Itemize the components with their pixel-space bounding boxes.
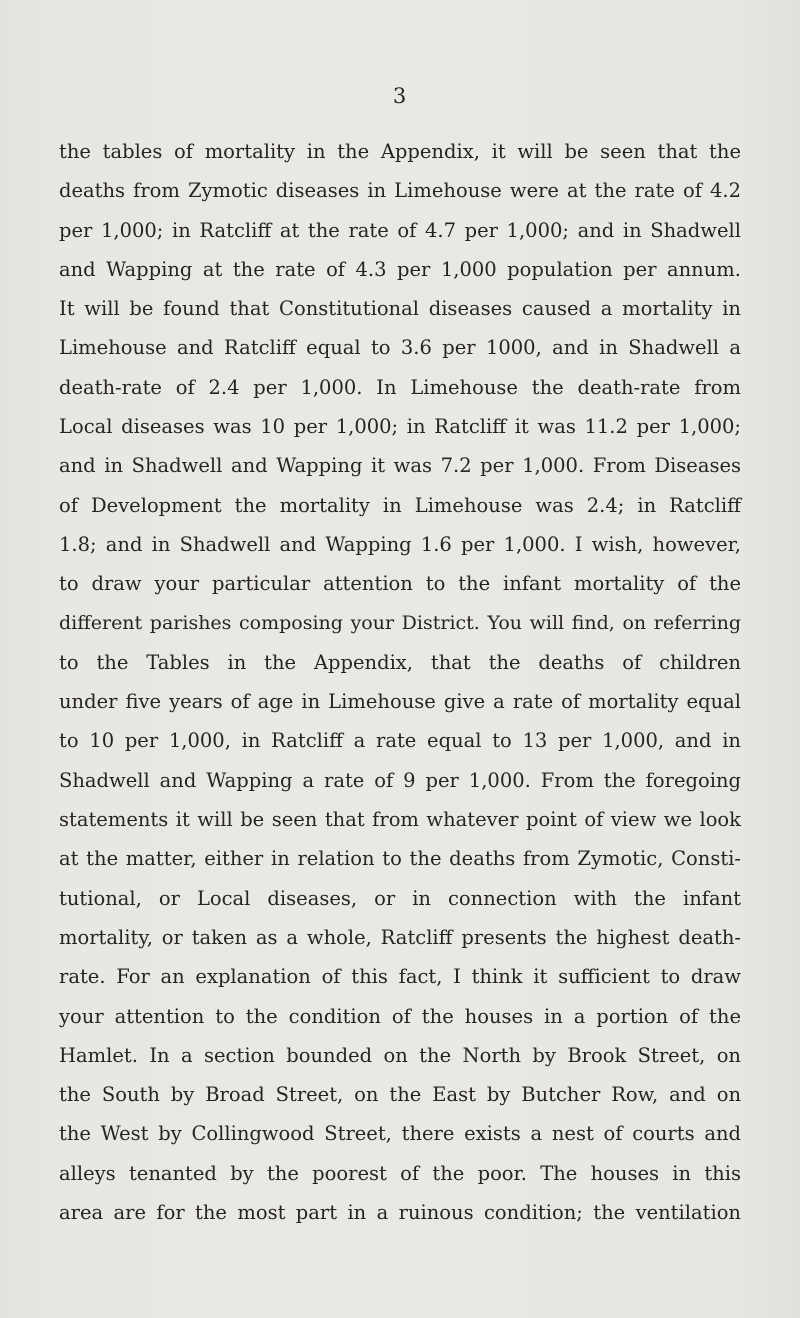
text-line: to draw your particular attention to the infant mortality of the <box>59 572 741 596</box>
text-line: the South by Broad Street, on the East by Butcher Row, and on <box>59 1083 741 1107</box>
text-line: the tables of mortality in the Appendix, it will be seen that the <box>59 140 741 163</box>
text-line: to 10 per 1,000, in Ratcliff a rate equal to 13 per 1,000, and in <box>59 729 741 753</box>
text-line: area are for the most part in a ruinous condition; the ventilation <box>59 1201 741 1225</box>
page-number: 3 <box>392 84 408 108</box>
text-line: your attention to the condition of the houses in a portion of the <box>59 1004 741 1028</box>
text-line: alleys tenanted by the poorest of the poor. The houses in this <box>59 1161 741 1185</box>
text-line: at the matter, either in relation to the deaths from Zymotic, Consti- <box>59 847 741 871</box>
text-line: Shadwell and Wapping a rate of 9 per 1,000. From the foregoing <box>59 768 741 792</box>
text-line: Hamlet. In a section bounded on the North by Brook Street, on <box>59 1043 741 1067</box>
text-line: and Wapping at the rate of 4.3 per 1,000 population per annum. <box>59 257 741 281</box>
text-line: to the Tables in the Appendix, that the deaths of children <box>59 650 741 674</box>
text-line: and in Shadwell and Wapping it was 7.2 per 1,000. From Diseases <box>59 454 741 478</box>
text-line: tutional, or Local diseases, or in connection with the infant <box>59 886 741 910</box>
text-line: mortality, or taken as a whole, Ratcliff presents the highest death- <box>59 925 741 949</box>
text-line: Limehouse and Ratcliff equal to 3.6 per 1000, and in Shadwell a <box>59 336 741 360</box>
text-line: per 1,000; in Ratcliff at the rate of 4.7 per 1,000; and in Shadwell <box>59 218 741 242</box>
text-line: different parishes composing your District. You will find, on referring <box>59 611 741 634</box>
text-line: rate. For an explanation of this fact, I think it sufficient to draw <box>59 965 741 989</box>
text-line: Local diseases was 10 per 1,000; in Ratcliff it was 11.2 per 1,000; <box>59 415 741 439</box>
text-line: death-rate of 2.4 per 1,000. In Limehouse the death-rate from <box>59 375 741 399</box>
text-line: of Development the mortality in Limehouse was 2.4; in Ratcliff <box>59 493 741 517</box>
text-line: It will be found that Constitutional diseases caused a mortality in <box>59 297 741 321</box>
text-line: under five years of age in Limehouse give a rate of mortality equal <box>59 690 741 714</box>
text-line: 1.8; and in Shadwell and Wapping 1.6 per 1,000. I wish, however, <box>59 532 741 556</box>
text-line: the West by Collingwood Street, there exists a nest of courts and <box>59 1122 741 1146</box>
body-text <box>59 132 741 1232</box>
text-line: statements it will be seen that from whatever point of view we look <box>59 808 741 832</box>
text-line: deaths from Zymotic diseases in Limehouse were at the rate of 4.2 <box>59 179 741 203</box>
